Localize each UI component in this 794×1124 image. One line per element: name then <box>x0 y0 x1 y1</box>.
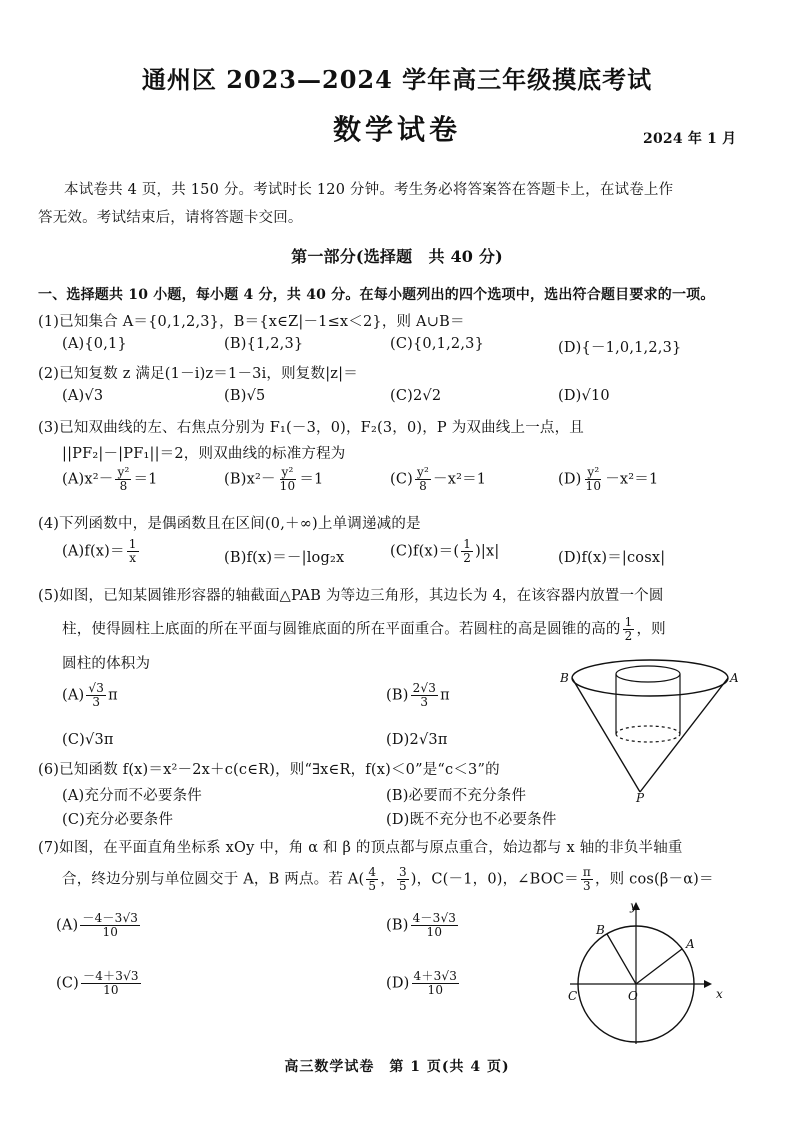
q4-option-a: (A)f(x)＝ $\frac{1}{x}$ <box>62 537 137 565</box>
q3-option-c: (C) $\frac{\text{y²}}{8}$ －x²＝1 <box>390 465 487 493</box>
q4-option-c: (C)f(x)＝( $\frac{1}{2}$ )|x| <box>390 537 500 565</box>
page-footer: 高三数学试卷 第 1 页(共 4 页) <box>284 1059 510 1075</box>
cylinder-top-ellipse <box>616 666 680 682</box>
q4-option-d: (D)f(x)＝|cosx| <box>558 550 666 566</box>
label-a: A <box>686 937 695 951</box>
q1-stem: (1)已知集合 A＝{0,1,2,3}，B＝{x∈Z|－1≤x＜2}，则 A∪B＝ <box>38 314 465 330</box>
q7-option-c: (C) $\frac{-4+3√3}{10}$ <box>56 969 139 997</box>
cylinder-bottom-front <box>616 734 680 742</box>
cone-right-edge <box>640 678 728 792</box>
q3-stem-line-1: (3)已知双曲线的左、右焦点分别为 F₁(－3，0)，F₂(3，0)，P 为双曲线上一点，且 <box>38 420 584 436</box>
q5-stem-line-1: (5)如图，已知某圆锥形容器的轴截面△PAB 为等边三角形，其边长为 4，在该容器内放置一个圆 <box>38 588 664 604</box>
label-c: C <box>568 989 578 1003</box>
q6-option-d: (D)既不充分也不必要条件 <box>386 812 557 828</box>
q7-unit-circle-figure <box>560 898 736 1048</box>
terminal-side-beta <box>607 934 636 984</box>
label-o: O <box>628 989 638 1003</box>
q3-option-d: (D) $\frac{\text{y²}}{10}$ －x²＝1 <box>558 465 659 493</box>
label-b: B <box>596 923 605 937</box>
cylinder-bottom-back <box>616 726 680 734</box>
q1-option-a: (A){0,1} <box>62 336 127 352</box>
q5-stem-line-3: 圆柱的体积为 <box>62 656 151 672</box>
q1-option-c: (C){0,1,2,3} <box>390 336 484 352</box>
exam-date: 2024 年 1 月 <box>643 131 737 147</box>
exam-title: 通州区 2023—2024 学年高三年级摸底考试 <box>141 65 653 94</box>
q3-option-b: (B)x²－ $\frac{\text{y²}}{10}$ ＝1 <box>224 465 324 493</box>
q3-option-a: (A)x²－ $\frac{\text{y²}}{8}$ ＝1 <box>62 465 158 493</box>
instructions-line-1: 本试卷共 4 页，共 150 分。考试时长 120 分钟。考生务必将答案答在答题卡上，在试卷上作 <box>64 182 674 198</box>
q4-option-b: (B)f(x)＝－|log₂x <box>224 550 345 566</box>
terminal-side-alpha <box>636 949 682 984</box>
q3-stem-line-2: ||PF₂|－|PF₁||＝2，则双曲线的标准方程为 <box>62 446 346 462</box>
part1-instruction: 一、选择题共 10 小题，每小题 4 分，共 40 分。在每小题列出的四个选项中，选出符合题目要求的一项。 <box>38 287 715 303</box>
q5-stem-line-2: 柱，使得圆柱上底面的所在平面与圆锥底面的所在平面重合。若圆柱的高是圆锥的高的 $\frac{1}{2}$ ，则 <box>62 615 666 643</box>
q5-option-b: (B) $\frac{2√3}{3}$ π <box>386 681 450 709</box>
q2-option-c: (C)2√2 <box>390 388 442 404</box>
q6-option-c: (C)充分必要条件 <box>62 812 174 828</box>
label-a: A <box>730 671 739 685</box>
q1-option-d: (D){－1,0,1,2,3} <box>558 340 682 356</box>
q2-option-d: (D)√10 <box>558 388 610 404</box>
q1-option-b: (B){1,2,3} <box>224 336 304 352</box>
q7-stem-line-1: (7)如图，在平面直角坐标系 xOy 中，角 α 和 β 的顶点都与原点重合，始边都与 x 轴的非负半轴重 <box>38 840 683 856</box>
q5-option-a: (A) $\frac{√3}{3}$ π <box>62 681 118 709</box>
q5-cone-figure <box>560 650 740 802</box>
label-y: y <box>630 899 637 913</box>
exam-subject: 数学试卷 <box>332 113 461 146</box>
label-x: x <box>716 987 723 1001</box>
q7-option-b: (B) $\frac{4-3√3}{10}$ <box>386 911 457 939</box>
q5-option-d: (D)2√3π <box>386 732 448 748</box>
q7-stem-line-2: 合，终边分别与单位圆交于 A，B 两点。若 A( $\frac{4}{5}$ ， $\frac{3}{5}$ )，C(－1，0)，∠BOC＝ $\frac{\pi}{3}$ ，则 cos(β－α)＝ <box>62 865 714 893</box>
q2-option-a: (A)√3 <box>62 388 104 404</box>
q7-option-a: (A) $\frac{-4-3√3}{10}$ <box>56 911 139 939</box>
q7-option-d: (D) $\frac{4+3√3}{10}$ <box>386 969 458 997</box>
q2-stem: (2)已知复数 z 满足(1－i)z＝1－3i，则复数|z|＝ <box>38 366 358 382</box>
q4-stem: (4)下列函数中，是偶函数且在区间(0,＋∞)上单调递减的是 <box>38 516 421 532</box>
label-b: B <box>560 671 569 685</box>
cone-base-ellipse <box>572 660 728 696</box>
q6-option-b: (B)必要而不充分条件 <box>386 788 527 804</box>
instructions-line-2: 答无效。考试结束后，请将答题卡交回。 <box>38 210 303 226</box>
x-axis-arrow <box>704 980 712 988</box>
q5-option-c: (C)√3π <box>62 732 114 748</box>
q6-stem: (6)已知函数 f(x)＝x²－2x＋c(c∈R)，则“∃x∈R，f(x)＜0”是“c＜3”的 <box>38 762 500 778</box>
q6-option-a: (A)充分而不必要条件 <box>62 788 202 804</box>
part1-title: 第一部分(选择题 共 40 分) <box>291 247 503 266</box>
label-p: P <box>636 791 645 802</box>
q2-option-b: (B)√5 <box>224 388 266 404</box>
